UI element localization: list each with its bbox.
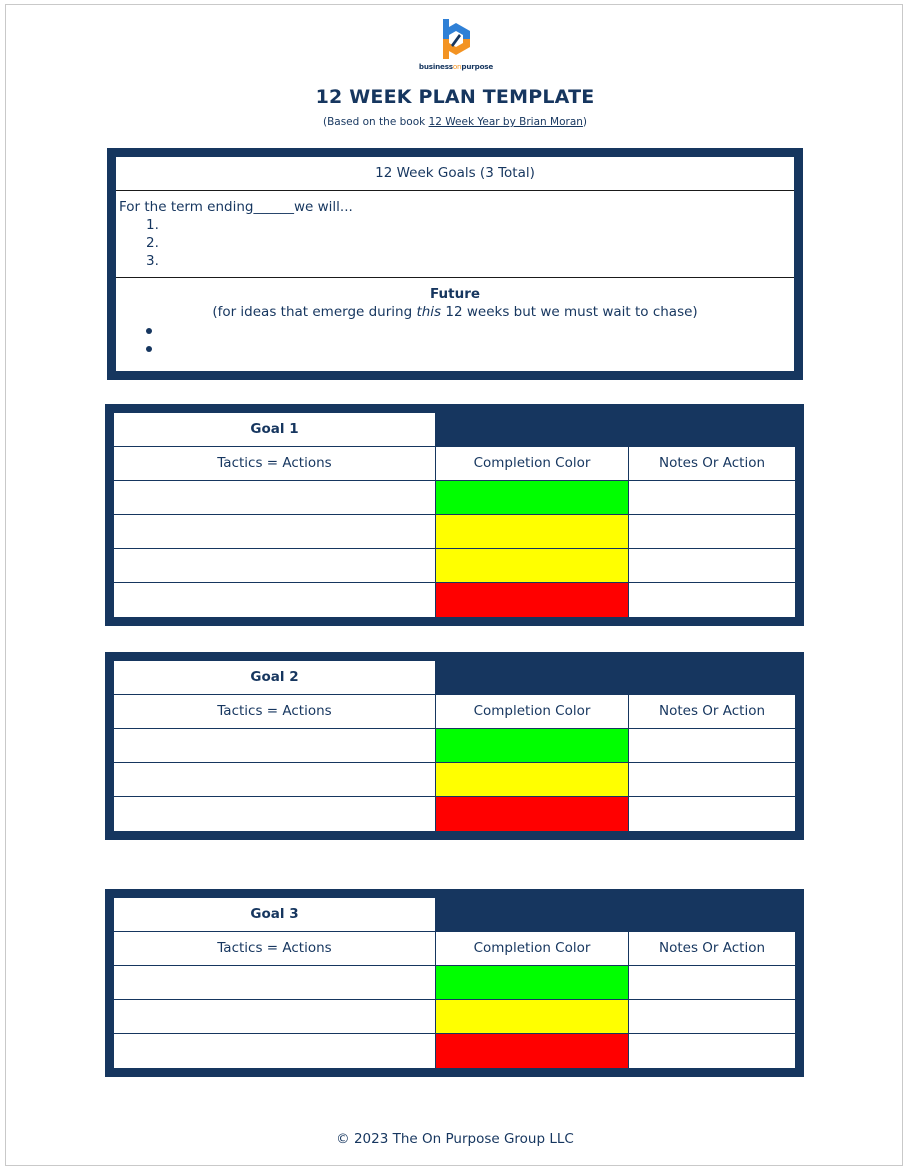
tactic-cell[interactable] [114, 966, 435, 999]
book-link[interactable]: 12 Week Year by Brian Moran [428, 116, 583, 128]
notes-cell[interactable] [629, 515, 795, 548]
column-header-notes: Notes Or Action [629, 932, 795, 965]
column-header-completion: Completion Color [436, 695, 628, 728]
goals-heading: 12 Week Goals (3 Total) [116, 157, 794, 191]
notes-cell[interactable] [629, 1034, 795, 1068]
column-header-notes: Notes Or Action [629, 695, 795, 728]
tactic-cell[interactable] [114, 1034, 435, 1068]
goals-summary-box [107, 148, 803, 380]
subtitle-prefix: (Based on the book [322, 116, 429, 128]
tactic-cell[interactable] [114, 797, 435, 831]
completion-color-cell-green[interactable] [436, 481, 628, 514]
future-bullet[interactable] [146, 346, 152, 352]
column-header-tactics: Tactics = Actions [114, 932, 435, 965]
page-subtitle [0, 116, 910, 128]
column-header-notes: Notes Or Action [629, 447, 795, 480]
completion-color-cell-red[interactable] [436, 1034, 628, 1068]
goal-label: Goal 1 [114, 413, 435, 446]
notes-cell[interactable] [629, 729, 795, 762]
completion-color-cell-red[interactable] [436, 583, 628, 617]
completion-color-cell-yellow[interactable] [436, 549, 628, 582]
completion-color-cell-yellow[interactable] [436, 1000, 628, 1033]
notes-cell[interactable] [629, 966, 795, 999]
tactic-cell[interactable] [114, 583, 435, 617]
notes-cell[interactable] [629, 481, 795, 514]
copyright-footer: © 2023 The On Purpose Group LLC [336, 1131, 574, 1147]
completion-color-cell-red[interactable] [436, 797, 628, 831]
completion-color-cell-yellow[interactable] [436, 763, 628, 796]
future-subtitle: (for ideas that emerge during this 12 weeks but we must wait to chase) [212, 304, 698, 320]
goal-item-3[interactable]: 3. [146, 253, 159, 269]
column-header-completion: Completion Color [436, 447, 628, 480]
future-section [116, 278, 794, 371]
page-title: 12 WEEK PLAN TEMPLATE [315, 86, 595, 108]
notes-cell[interactable] [629, 797, 795, 831]
notes-cell[interactable] [629, 1000, 795, 1033]
future-title: Future [429, 286, 481, 302]
goal-table-3 [105, 889, 804, 1077]
tactic-cell[interactable] [114, 481, 435, 514]
goal-item-2[interactable]: 2. [146, 235, 159, 251]
tactic-cell[interactable] [114, 729, 435, 762]
completion-color-cell-green[interactable] [436, 966, 628, 999]
goal-item-1[interactable]: 1. [146, 217, 159, 233]
subtitle-suffix: ) [582, 116, 588, 128]
column-header-completion: Completion Color [436, 932, 628, 965]
completion-color-cell-green[interactable] [436, 729, 628, 762]
column-header-tactics: Tactics = Actions [114, 695, 435, 728]
tactic-cell[interactable] [114, 1000, 435, 1033]
column-header-tactics: Tactics = Actions [114, 447, 435, 480]
goal-table-1 [105, 404, 804, 626]
logo-mark-icon [437, 17, 475, 61]
goals-list-section [116, 191, 794, 278]
goal-label: Goal 2 [114, 661, 435, 694]
goal-table-2 [105, 652, 804, 840]
tactic-cell[interactable] [114, 515, 435, 548]
logo-wordmark: businessonpurpose [418, 62, 494, 71]
future-bullet[interactable] [146, 328, 152, 334]
tactic-cell[interactable] [114, 763, 435, 796]
term-ending-text: For the term ending______we will... [119, 199, 353, 215]
completion-color-cell-yellow[interactable] [436, 515, 628, 548]
tactic-cell[interactable] [114, 549, 435, 582]
notes-cell[interactable] [629, 583, 795, 617]
notes-cell[interactable] [629, 549, 795, 582]
notes-cell[interactable] [629, 763, 795, 796]
logo [414, 17, 498, 73]
goal-label: Goal 3 [114, 898, 435, 931]
